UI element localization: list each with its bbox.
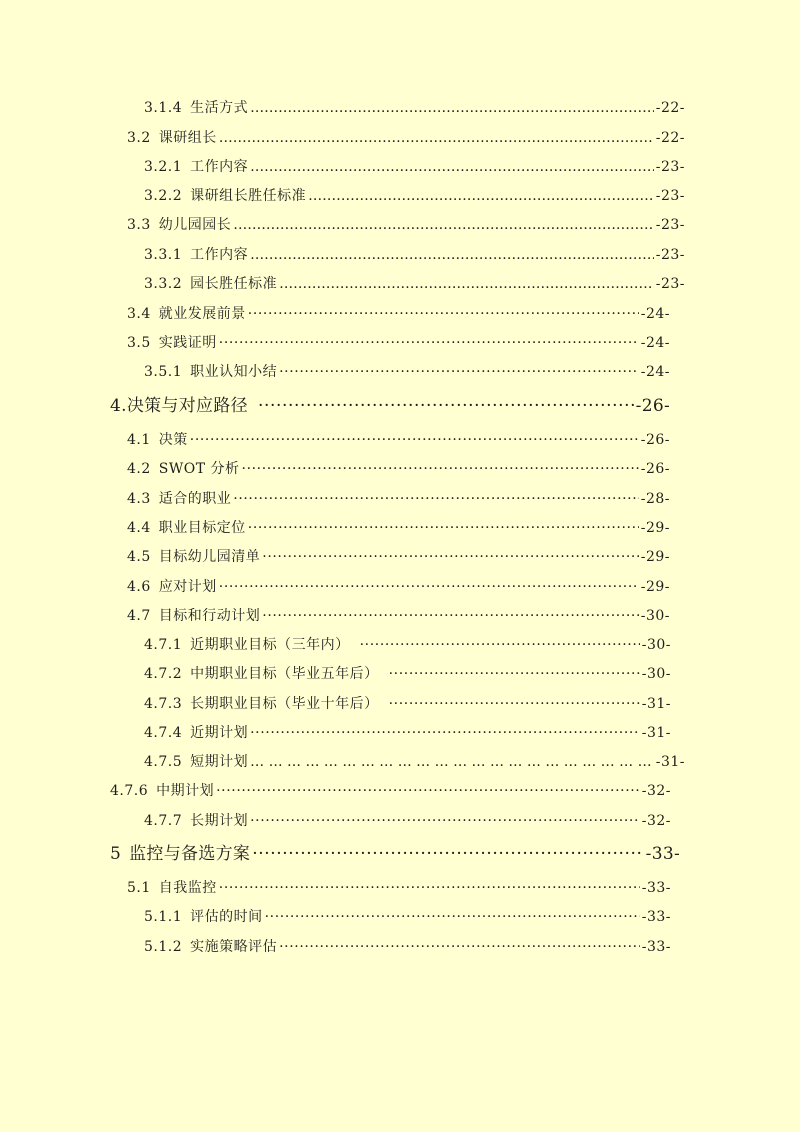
toc-entry-3-1-4[interactable] — [144, 98, 685, 118]
toc-entry-3-5[interactable] — [127, 333, 670, 353]
toc-leader — [190, 430, 639, 450]
toc-entry-3-2[interactable] — [127, 128, 685, 148]
toc-title: 决策 — [158, 432, 188, 448]
toc-title: 工作内容 — [190, 247, 249, 263]
toc-number: 4.7.1 — [144, 637, 183, 653]
toc-page-number: -29- — [640, 549, 670, 565]
toc-number: 3.5 — [127, 335, 151, 351]
toc-leader — [219, 577, 639, 597]
toc-number: 4.1 — [127, 432, 151, 448]
toc-page-number: -30- — [641, 666, 671, 682]
toc-leader — [250, 811, 640, 831]
toc-leader — [250, 752, 654, 772]
toc-leader — [262, 606, 638, 626]
toc-title: 近期计划 — [190, 725, 249, 741]
toc-leader — [219, 878, 640, 898]
toc-page-number: -33- — [645, 844, 680, 864]
toc-title: 近期职业目标（三年内） — [190, 637, 350, 653]
toc-title: SWOT 分析 — [158, 461, 240, 477]
toc-number: 3.3.2 — [144, 276, 183, 292]
toc-leader — [233, 215, 653, 235]
toc-leader — [216, 781, 640, 801]
toc-leader — [248, 518, 639, 538]
toc-number: 4.3 — [127, 491, 151, 507]
toc-title: 课研组长胜任标准 — [190, 188, 307, 204]
toc-page-number: -24- — [640, 306, 670, 322]
toc-entry-4-3[interactable] — [127, 489, 670, 509]
toc-leader — [258, 396, 634, 416]
toc-number: 4.7.5 — [144, 754, 183, 770]
toc-entry-3-3[interactable] — [127, 215, 685, 235]
toc-entry-4-5[interactable] — [127, 547, 670, 567]
toc-entry-4-7-4[interactable] — [144, 723, 671, 743]
toc-number: 5 — [110, 844, 122, 864]
toc-entry-3-5-1[interactable] — [144, 362, 670, 382]
toc-leader — [252, 844, 643, 864]
toc-title: 评估的时间 — [190, 909, 263, 925]
toc-entry-5-1[interactable] — [127, 878, 671, 898]
toc-number: 3.2.1 — [144, 159, 183, 175]
toc-title: 生活方式 — [190, 100, 249, 116]
toc-page-number: -23- — [655, 159, 685, 175]
toc-title: 园长胜任标准 — [190, 276, 278, 292]
toc-entry-4[interactable] — [110, 396, 670, 416]
toc-number: 4.2 — [127, 461, 151, 477]
toc-page-number: -24- — [640, 335, 670, 351]
toc-title: 中期计划 — [156, 783, 215, 799]
toc-page-number: -26- — [640, 461, 670, 477]
toc-page-number: -23- — [655, 276, 685, 292]
toc-number: 3.2 — [127, 130, 151, 146]
toc-title: 工作内容 — [190, 159, 249, 175]
toc-page-number: -23- — [655, 247, 685, 263]
toc-leader — [248, 304, 639, 324]
toc-title: 决策与对应路径 — [126, 396, 248, 416]
toc-number: 5.1.1 — [144, 909, 183, 925]
toc-page-number: -32- — [641, 813, 671, 829]
toc-leader — [279, 274, 654, 294]
toc-leader — [389, 664, 640, 684]
toc-page-number: -31- — [655, 754, 685, 770]
toc-title: 监控与备选方案 — [129, 844, 251, 864]
toc-entry-4-7-5[interactable] — [144, 752, 685, 772]
toc-page-number: -30- — [640, 608, 670, 624]
toc-entry-4-7-6[interactable] — [110, 781, 671, 801]
toc-number: 3.3.1 — [144, 247, 183, 263]
toc-entry-4-2[interactable] — [127, 459, 670, 479]
toc-leader — [250, 245, 654, 265]
toc-entry-4-7-3[interactable] — [144, 694, 671, 714]
toc-page-number: -30- — [641, 637, 671, 653]
toc-number: 5.1 — [127, 880, 151, 896]
toc-page-number: -29- — [640, 520, 670, 536]
toc-page-number: -31- — [641, 696, 671, 712]
toc-number: 4.7.2 — [144, 666, 183, 682]
toc-entry-3-4[interactable] — [127, 304, 670, 324]
toc-leader — [279, 362, 639, 382]
toc-title: 课研组长 — [158, 130, 217, 146]
toc-number: 5.1.2 — [144, 939, 183, 955]
toc-title: 实践证明 — [158, 335, 217, 351]
toc-leader — [389, 694, 640, 714]
toc-entry-4-1[interactable] — [127, 430, 670, 450]
toc-number: 3.5.1 — [144, 364, 183, 380]
toc-title: 职业认知小结 — [190, 364, 278, 380]
toc-page-number: -29- — [640, 579, 670, 595]
toc-number: 4.5 — [127, 549, 151, 565]
toc-number: 3.1.4 — [144, 100, 183, 116]
toc-entry-4-7-1[interactable] — [144, 635, 671, 655]
toc-entry-3-2-2[interactable] — [144, 186, 685, 206]
toc-leader — [279, 937, 640, 957]
toc-title: 幼儿园园长 — [158, 217, 232, 233]
toc-number: 4. — [110, 396, 127, 416]
toc-leader — [262, 547, 638, 567]
toc-page-number: -33- — [641, 880, 671, 896]
toc-title: 目标幼儿园清单 — [158, 549, 261, 565]
toc-leader — [308, 186, 654, 206]
toc-entry-4-6[interactable] — [127, 577, 670, 597]
toc-leader — [219, 333, 639, 353]
toc-leader — [250, 157, 654, 177]
toc-title: 实施策略评估 — [190, 939, 278, 955]
toc-number: 3.2.2 — [144, 188, 183, 204]
toc-entry-5[interactable] — [110, 844, 680, 864]
toc-number: 4.7.4 — [144, 725, 183, 741]
toc-title: 长期职业目标（毕业十年后） — [190, 696, 379, 712]
toc-title: 目标和行动计划 — [158, 608, 261, 624]
toc-entry-3-3-1[interactable] — [144, 245, 685, 265]
toc-leader — [233, 489, 638, 509]
toc-leader — [242, 459, 639, 479]
toc-title: 应对计划 — [158, 579, 217, 595]
toc-page-number: -28- — [640, 491, 670, 507]
toc-entry-4-4[interactable] — [127, 518, 670, 538]
toc-title: 自我监控 — [158, 880, 217, 896]
toc-entry-4-7-7[interactable] — [144, 811, 671, 831]
toc-number: 4.7 — [127, 608, 151, 624]
toc-entry-5-1-2[interactable] — [144, 937, 671, 957]
toc-number: 3.4 — [127, 306, 151, 322]
toc-entry-4-7[interactable] — [127, 606, 670, 626]
toc-page-number: -33- — [641, 939, 671, 955]
toc-page-number: -32- — [641, 783, 671, 799]
toc-entry-3-2-1[interactable] — [144, 157, 685, 177]
toc-page-number: -24- — [640, 364, 670, 380]
toc-page-number: -26- — [640, 432, 670, 448]
toc-title: 就业发展前景 — [158, 306, 246, 322]
toc-page-number: -33- — [641, 909, 671, 925]
toc-title: 长期计划 — [190, 813, 249, 829]
toc-page-number: -22- — [655, 130, 685, 146]
toc-page-number: -22- — [655, 100, 685, 116]
toc-leader — [250, 98, 654, 118]
toc-title: 短期计划 — [190, 754, 249, 770]
toc-leader — [250, 723, 640, 743]
toc-title: 中期职业目标（毕业五年后） — [190, 666, 379, 682]
toc-entry-5-1-1[interactable] — [144, 907, 671, 927]
toc-page-number: -31- — [641, 725, 671, 741]
toc-page-number: -23- — [655, 188, 685, 204]
toc-number: 4.4 — [127, 520, 151, 536]
toc-leader — [219, 128, 654, 148]
toc-number: 3.3 — [127, 217, 151, 233]
toc-entry-3-3-2[interactable] — [144, 274, 685, 294]
toc-title: 职业目标定位 — [158, 520, 246, 536]
toc-page-number: -26- — [635, 396, 670, 416]
toc-leader — [360, 635, 640, 655]
toc-number: 4.7.6 — [110, 783, 149, 799]
toc-title: 适合的职业 — [158, 491, 232, 507]
toc-page-number: -23- — [655, 217, 685, 233]
toc-number: 4.6 — [127, 579, 151, 595]
toc-entry-4-7-2[interactable] — [144, 664, 671, 684]
toc-number: 4.7.3 — [144, 696, 183, 712]
toc-number: 4.7.7 — [144, 813, 183, 829]
toc-leader — [265, 907, 640, 927]
